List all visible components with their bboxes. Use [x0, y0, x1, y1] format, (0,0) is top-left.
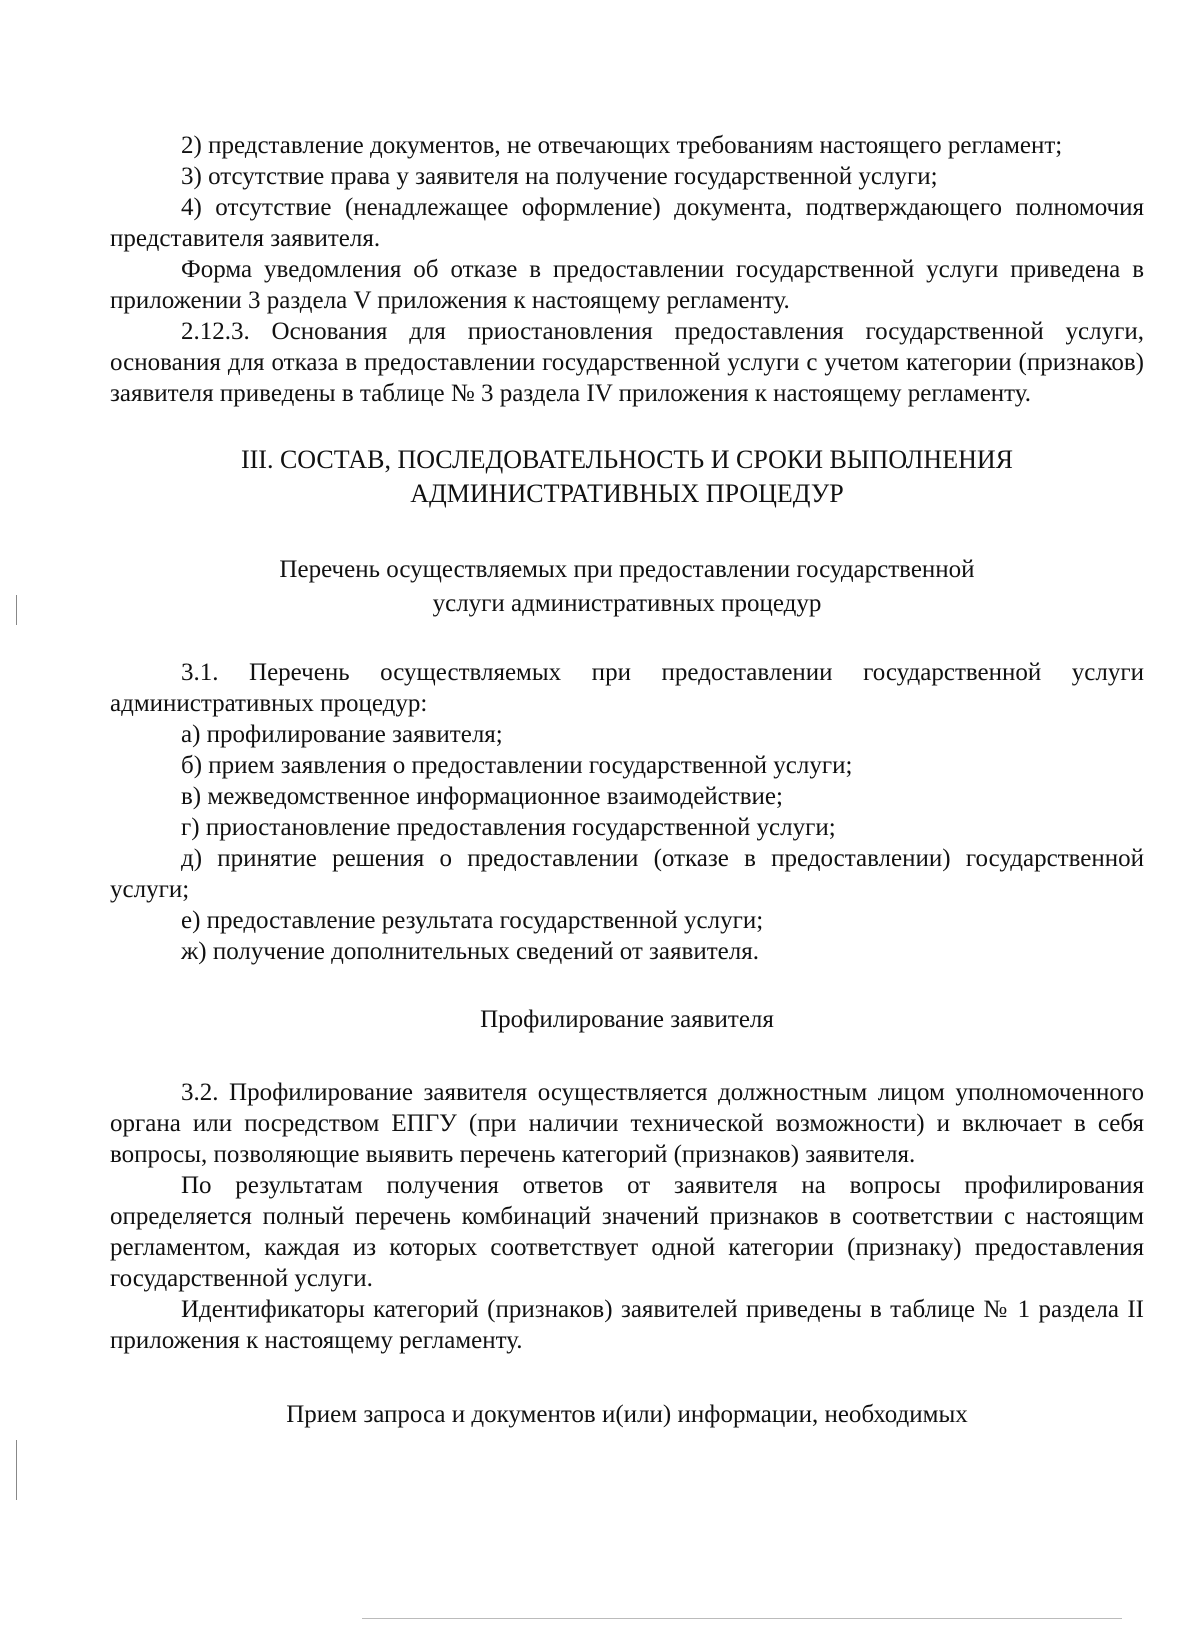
subheading-profiling: Профилирование заявителя	[480, 1006, 774, 1033]
section-heading	[110, 443, 1144, 511]
paragraph-profiling-results: По результатам получения ответов от заявителя на вопросы профилирования определяется полный перечень комбинаций значений признаков в соответствии с настоящим регламентом, каждая из которых соответствует одной категории (признаку) предоставления государственной услуги.	[110, 1172, 1144, 1292]
subheading-procedures-list	[110, 553, 1144, 621]
list-item: г) приостановление предоставления государственной услуги;	[181, 814, 836, 841]
paragraph-3-2: 3.2. Профилирование заявителя осуществляется должностным лицом уполномоченного органа или посредством ЕПГУ (при наличии технической возможности) и включает в себя вопросы, позволяющие выявить перечень категорий (признаков) заявителя.	[110, 1079, 1144, 1168]
paragraph-refusal-reason-4: 4) отсутствие (ненадлежащее оформление) документа, подтверждающего полномочия представителя заявителя.	[110, 194, 1144, 252]
paragraph-3-1: 3.1. Перечень осуществляемых при предоставлении государственной услуги административных процедур:	[110, 659, 1144, 717]
list-item: а) профилирование заявителя;	[181, 721, 503, 748]
subheading-procedures-line-1: Перечень осуществляемых при предоставлении государственной	[279, 556, 975, 583]
scan-artifact-mark	[16, 1440, 17, 1500]
section-heading-line-2: АДМИНИСТРАТИВНЫХ ПРОЦЕДУР	[410, 479, 844, 508]
subheading-procedures-line-2: услуги административных процедур	[432, 590, 822, 617]
scan-artifact-mark	[16, 595, 17, 625]
section-heading-line-1: III. СОСТАВ, ПОСЛЕДОВАТЕЛЬНОСТЬ И СРОКИ ВЫПОЛНЕНИЯ	[240, 445, 1013, 474]
list-item: в) межведомственное информационное взаимодействие;	[181, 783, 783, 810]
list-item: д) принятие решения о предоставлении (отказе в предоставлении) государственной услуги;	[110, 845, 1144, 903]
list-item: е) предоставление результата государственной услуги;	[181, 907, 764, 934]
list-item: б) прием заявления о предоставлении государственной услуги;	[181, 752, 853, 779]
paragraph-refusal-reason-2: 2) представление документов, не отвечающих требованиям настоящего регламент;	[181, 132, 1063, 159]
paragraph-2-12-3: 2.12.3. Основания для приостановления предоставления государственной услуги, основания для отказа в предоставлении государственной услуги с учетом категории (признаков) заявителя приведены в таблице № 3 раздела IV приложения к настоящему регламенту.	[110, 318, 1144, 407]
paragraph-refusal-notice-form: Форма уведомления об отказе в предоставлении государственной услуги приведена в приложении 3 раздела V приложения к настоящему регламенту.	[110, 256, 1144, 314]
scan-artifact-mark	[362, 1618, 1122, 1619]
document-page	[110, 130, 1144, 1432]
paragraph-category-identifiers: Идентификаторы категорий (признаков) заявителей приведены в таблице № 1 раздела II приложения к настоящему регламенту.	[110, 1296, 1144, 1354]
subheading-reception: Прием запроса и документов и(или) информации, необходимых	[286, 1401, 968, 1428]
list-item: ж) получение дополнительных сведений от заявителя.	[181, 938, 759, 965]
paragraph-refusal-reason-3: 3) отсутствие права у заявителя на получение государственной услуги;	[181, 163, 938, 190]
